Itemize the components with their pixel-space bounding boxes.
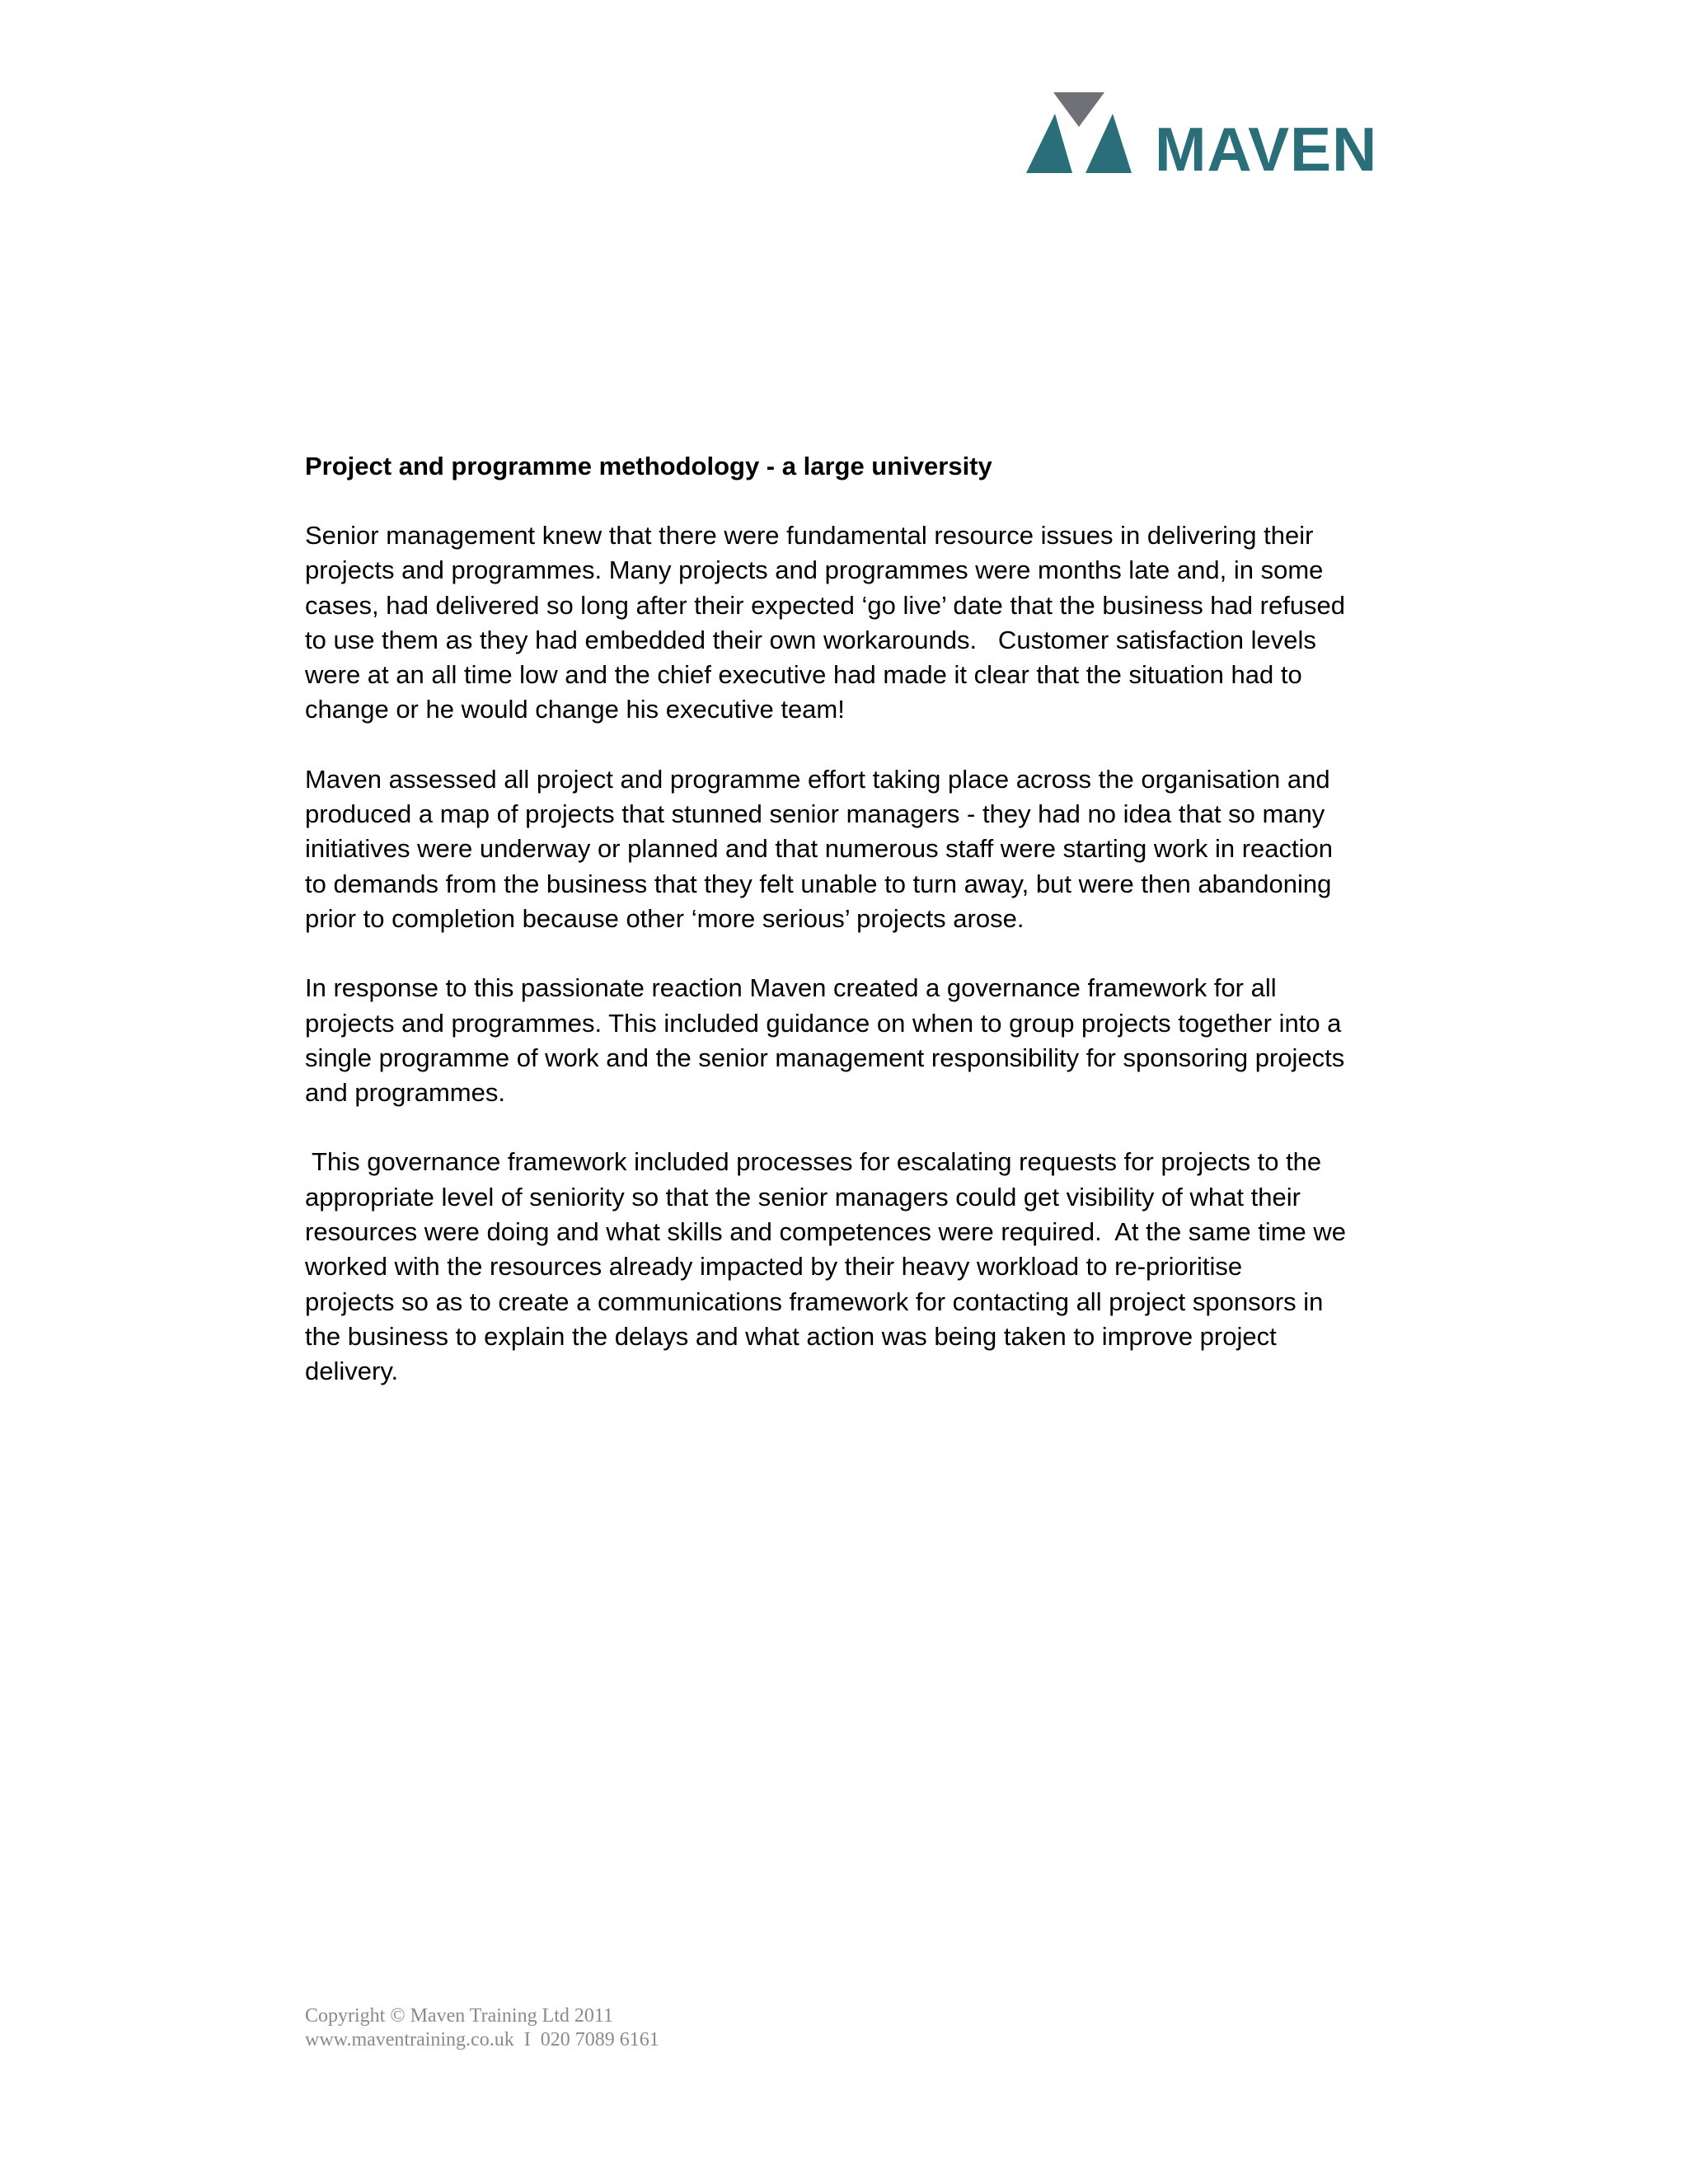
paragraph-line: single programme of work and the senior management responsibility for sponsoring projects — [305, 1043, 1345, 1072]
paragraph-1 — [305, 518, 1393, 728]
paragraph-line: In response to this passionate reaction Maven created a governance framework for all — [305, 973, 1277, 1003]
maven-logo — [1026, 91, 1385, 184]
paragraph-line: This governance framework included processes for escalating requests for projects to the — [305, 1147, 1322, 1177]
logo-left-teal-triangle — [1026, 114, 1072, 173]
paragraph-3 — [305, 971, 1393, 1110]
paragraph-line: projects so as to create a communications framework for contacting all project sponsors in — [305, 1286, 1324, 1316]
paragraph-line: prior to completion because other ‘more serious’ projects arose. — [305, 903, 1025, 933]
logo-right-teal-triangle — [1085, 114, 1132, 173]
paragraph-line: to demands from the business that they felt unable to turn away, but were then abandoning — [305, 869, 1332, 898]
logo-wordmark: MAVEN — [1155, 115, 1378, 184]
paragraph-line: projects and programmes. Many projects and programmes were months late and, in some — [305, 555, 1324, 585]
paragraph-line: projects and programmes. This included guidance on when to group projects together into a — [305, 1008, 1342, 1038]
paragraph-line: change or he would change his executive team! — [305, 695, 845, 724]
footer-contact: www.maventraining.co.uk I 020 7089 6161 — [305, 2029, 659, 2050]
document-title: Project and programme methodology - a large university — [305, 452, 992, 480]
paragraph-line: were at an all time low and the chief executive had made it clear that the situation had to — [305, 660, 1302, 690]
document-body — [305, 449, 1393, 1424]
paragraph-line: resources were doing and what skills and competences were required. At the same time we — [305, 1217, 1347, 1247]
maven-logo-mark — [1026, 91, 1150, 177]
paragraph-line: cases, had delivered so long after their expected ‘go live’ date that the business had refused — [305, 590, 1346, 620]
paragraph-line: initiatives were underway or planned and that numerous staff were starting work in reaction — [305, 834, 1333, 864]
paragraph-line: Senior management knew that there were fundamental resource issues in delivering their — [305, 521, 1314, 550]
paragraph-line: delivery. — [305, 1357, 399, 1386]
paragraph-2 — [305, 762, 1393, 936]
paragraph-line: and programmes. — [305, 1078, 505, 1108]
paragraph-line: the business to explain the delays and what action was being taken to improve project — [305, 1321, 1277, 1351]
paragraph-line: produced a map of projects that stunned senior managers - they had no idea that so many — [305, 799, 1325, 829]
paragraph-4 — [305, 1145, 1393, 1389]
page-footer — [305, 2004, 659, 2052]
paragraph-line: Maven assessed all project and programme effort taking place across the organisation and — [305, 764, 1330, 794]
paragraph-line: to use them as they had embedded their own workarounds. Customer satisfaction levels — [305, 625, 1316, 654]
paragraph-line: worked with the resources already impacted by their heavy workload to re-prioritise — [305, 1252, 1243, 1282]
footer-copyright: Copyright © Maven Training Ltd 2011 — [305, 2005, 614, 2027]
paragraph-line: appropriate level of seniority so that the senior managers could get visibility of what their — [305, 1182, 1301, 1212]
logo-grey-triangle — [1053, 92, 1104, 127]
